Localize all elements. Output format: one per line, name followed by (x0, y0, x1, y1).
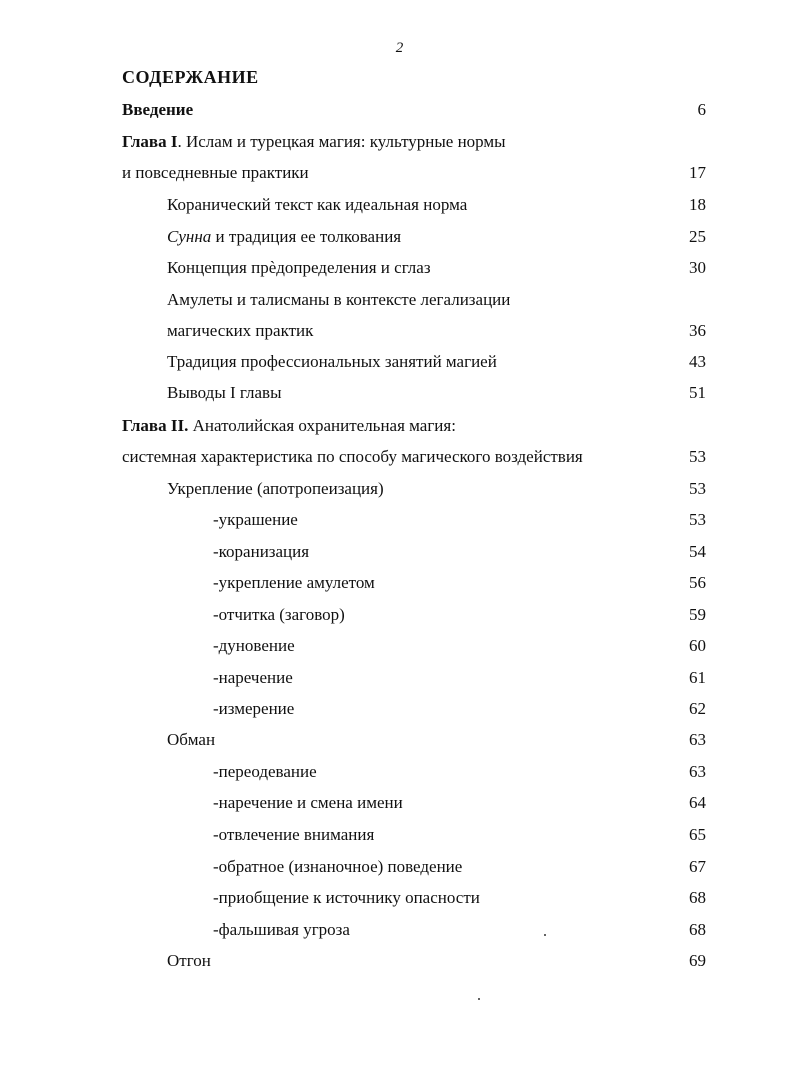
toc-entry-title: -отвлечение внимания (213, 825, 375, 844)
toc-entry-page: 69 (689, 951, 706, 970)
toc-entry-page: 36 (689, 321, 706, 340)
toc-entry-title: -обратное (изнаночное) поведение (213, 857, 463, 876)
toc-entry-page: 64 (689, 793, 706, 812)
toc-entry-intro (0, 98, 799, 122)
toc-entry-title: и традиция ее толкования (211, 227, 402, 246)
page-number: 2 (395, 40, 404, 56)
toc-entry-title-cont: магических практик (167, 321, 314, 340)
toc-entry (0, 288, 799, 312)
toc-entry-title: -наречение (213, 668, 293, 687)
toc-entry-title: Коранический текст как идеальная норма (167, 195, 468, 214)
toc-entry-page: 59 (689, 605, 706, 624)
toc-entry-title: -наречение и смена имени (213, 793, 403, 812)
chapter-prefix: Глава II. (122, 416, 189, 435)
toc-entry-page: 43 (689, 352, 706, 371)
toc-section (0, 949, 799, 973)
toc-section-title: Отгон (167, 951, 211, 970)
toc-entry-page: 53 (689, 510, 706, 529)
toc-entry-chapter-2-cont (0, 445, 799, 469)
toc-entry-page: 63 (689, 762, 706, 781)
toc-section (0, 477, 799, 501)
toc-subentry (0, 634, 799, 658)
toc-entry-title: -приобщение к источнику опасности (213, 888, 480, 907)
toc-entry-page: 6 (697, 100, 706, 119)
toc-entry-title: Выводы I главы (167, 383, 282, 402)
toc-entry-title: -укрепление амулетом (213, 573, 375, 592)
scan-speck (478, 998, 480, 1000)
toc-entry-page: 68 (689, 888, 706, 907)
toc-entry-page: 53 (689, 479, 706, 498)
toc-subentry (0, 855, 799, 879)
toc-subentry (0, 886, 799, 910)
chapter-title: Анатолийская охранительная магия: (188, 416, 456, 435)
toc-entry-page: 56 (689, 573, 706, 592)
toc-entry-title: -измерение (213, 699, 295, 718)
toc-subentry (0, 791, 799, 815)
toc-section-title: Укрепление (апотропеизация) (167, 479, 384, 498)
toc-subentry (0, 603, 799, 627)
toc-entry-title: -украшение (213, 510, 298, 529)
toc-entry-title: -переодевание (213, 762, 317, 781)
toc-entry-page: 25 (689, 227, 706, 246)
toc-entry-page: 53 (689, 447, 706, 466)
toc-entry-page: 61 (689, 668, 706, 687)
toc-entry-page: 30 (689, 258, 706, 277)
toc-entry-title: -дуновение (213, 636, 295, 655)
chapter-title-cont: и повседневные практики (122, 163, 309, 182)
toc-entry-title: Введение (122, 100, 194, 119)
toc-subentry (0, 918, 799, 942)
toc-entry (0, 350, 799, 374)
toc-entry-page: 62 (689, 699, 706, 718)
toc-entry-page: 51 (689, 383, 706, 402)
toc-section-title: Обман (167, 730, 216, 749)
toc-entry (0, 225, 799, 249)
toc-subentry (0, 760, 799, 784)
toc-subentry (0, 666, 799, 690)
chapter-prefix: Глава I (122, 132, 178, 151)
toc-entry-chapter-1 (0, 130, 799, 154)
toc-entry-chapter-1-cont (0, 161, 799, 185)
toc-entry-page: 54 (689, 542, 706, 561)
toc-entry-title: Амулеты и талисманы в контексте легализации (167, 290, 511, 309)
toc-entry-title: Концепция прѐдопределения и сглаз (167, 258, 431, 277)
toc-entry-italic: Сунна (167, 227, 212, 246)
toc-entry-title: -отчитка (заговор) (213, 605, 345, 624)
toc-entry-chapter-2 (0, 414, 799, 438)
toc-entry (0, 256, 799, 280)
toc-subentry (0, 508, 799, 532)
toc-section (0, 728, 799, 752)
toc-entry-title: -коранизация (213, 542, 310, 561)
toc-subentry (0, 540, 799, 564)
toc-subentry (0, 571, 799, 595)
toc-entry-page: 60 (689, 636, 706, 655)
toc-entry (0, 381, 799, 405)
scan-speck (544, 934, 546, 936)
toc-subentry (0, 697, 799, 721)
toc-heading: СОДЕРЖАНИЕ (122, 67, 259, 87)
toc-entry-page: 63 (689, 730, 706, 749)
toc-entry-title: Традиция профессиональных занятий магией (167, 352, 497, 371)
toc-entry-page: 68 (689, 920, 706, 939)
toc-entry-cont (0, 319, 799, 343)
toc-entry (0, 193, 799, 217)
toc-subentry (0, 823, 799, 847)
chapter-title: . Ислам и турецкая магия: культурные нормы (177, 132, 506, 151)
toc-entry-title: -фальшивая угроза (213, 920, 350, 939)
chapter-title-cont: системная характеристика по способу магического воздействия (122, 447, 583, 466)
toc-entry-page: 17 (689, 163, 706, 182)
toc-entry-page: 67 (689, 857, 706, 876)
toc-entry-page: 65 (689, 825, 706, 844)
toc-entry-page: 18 (689, 195, 706, 214)
